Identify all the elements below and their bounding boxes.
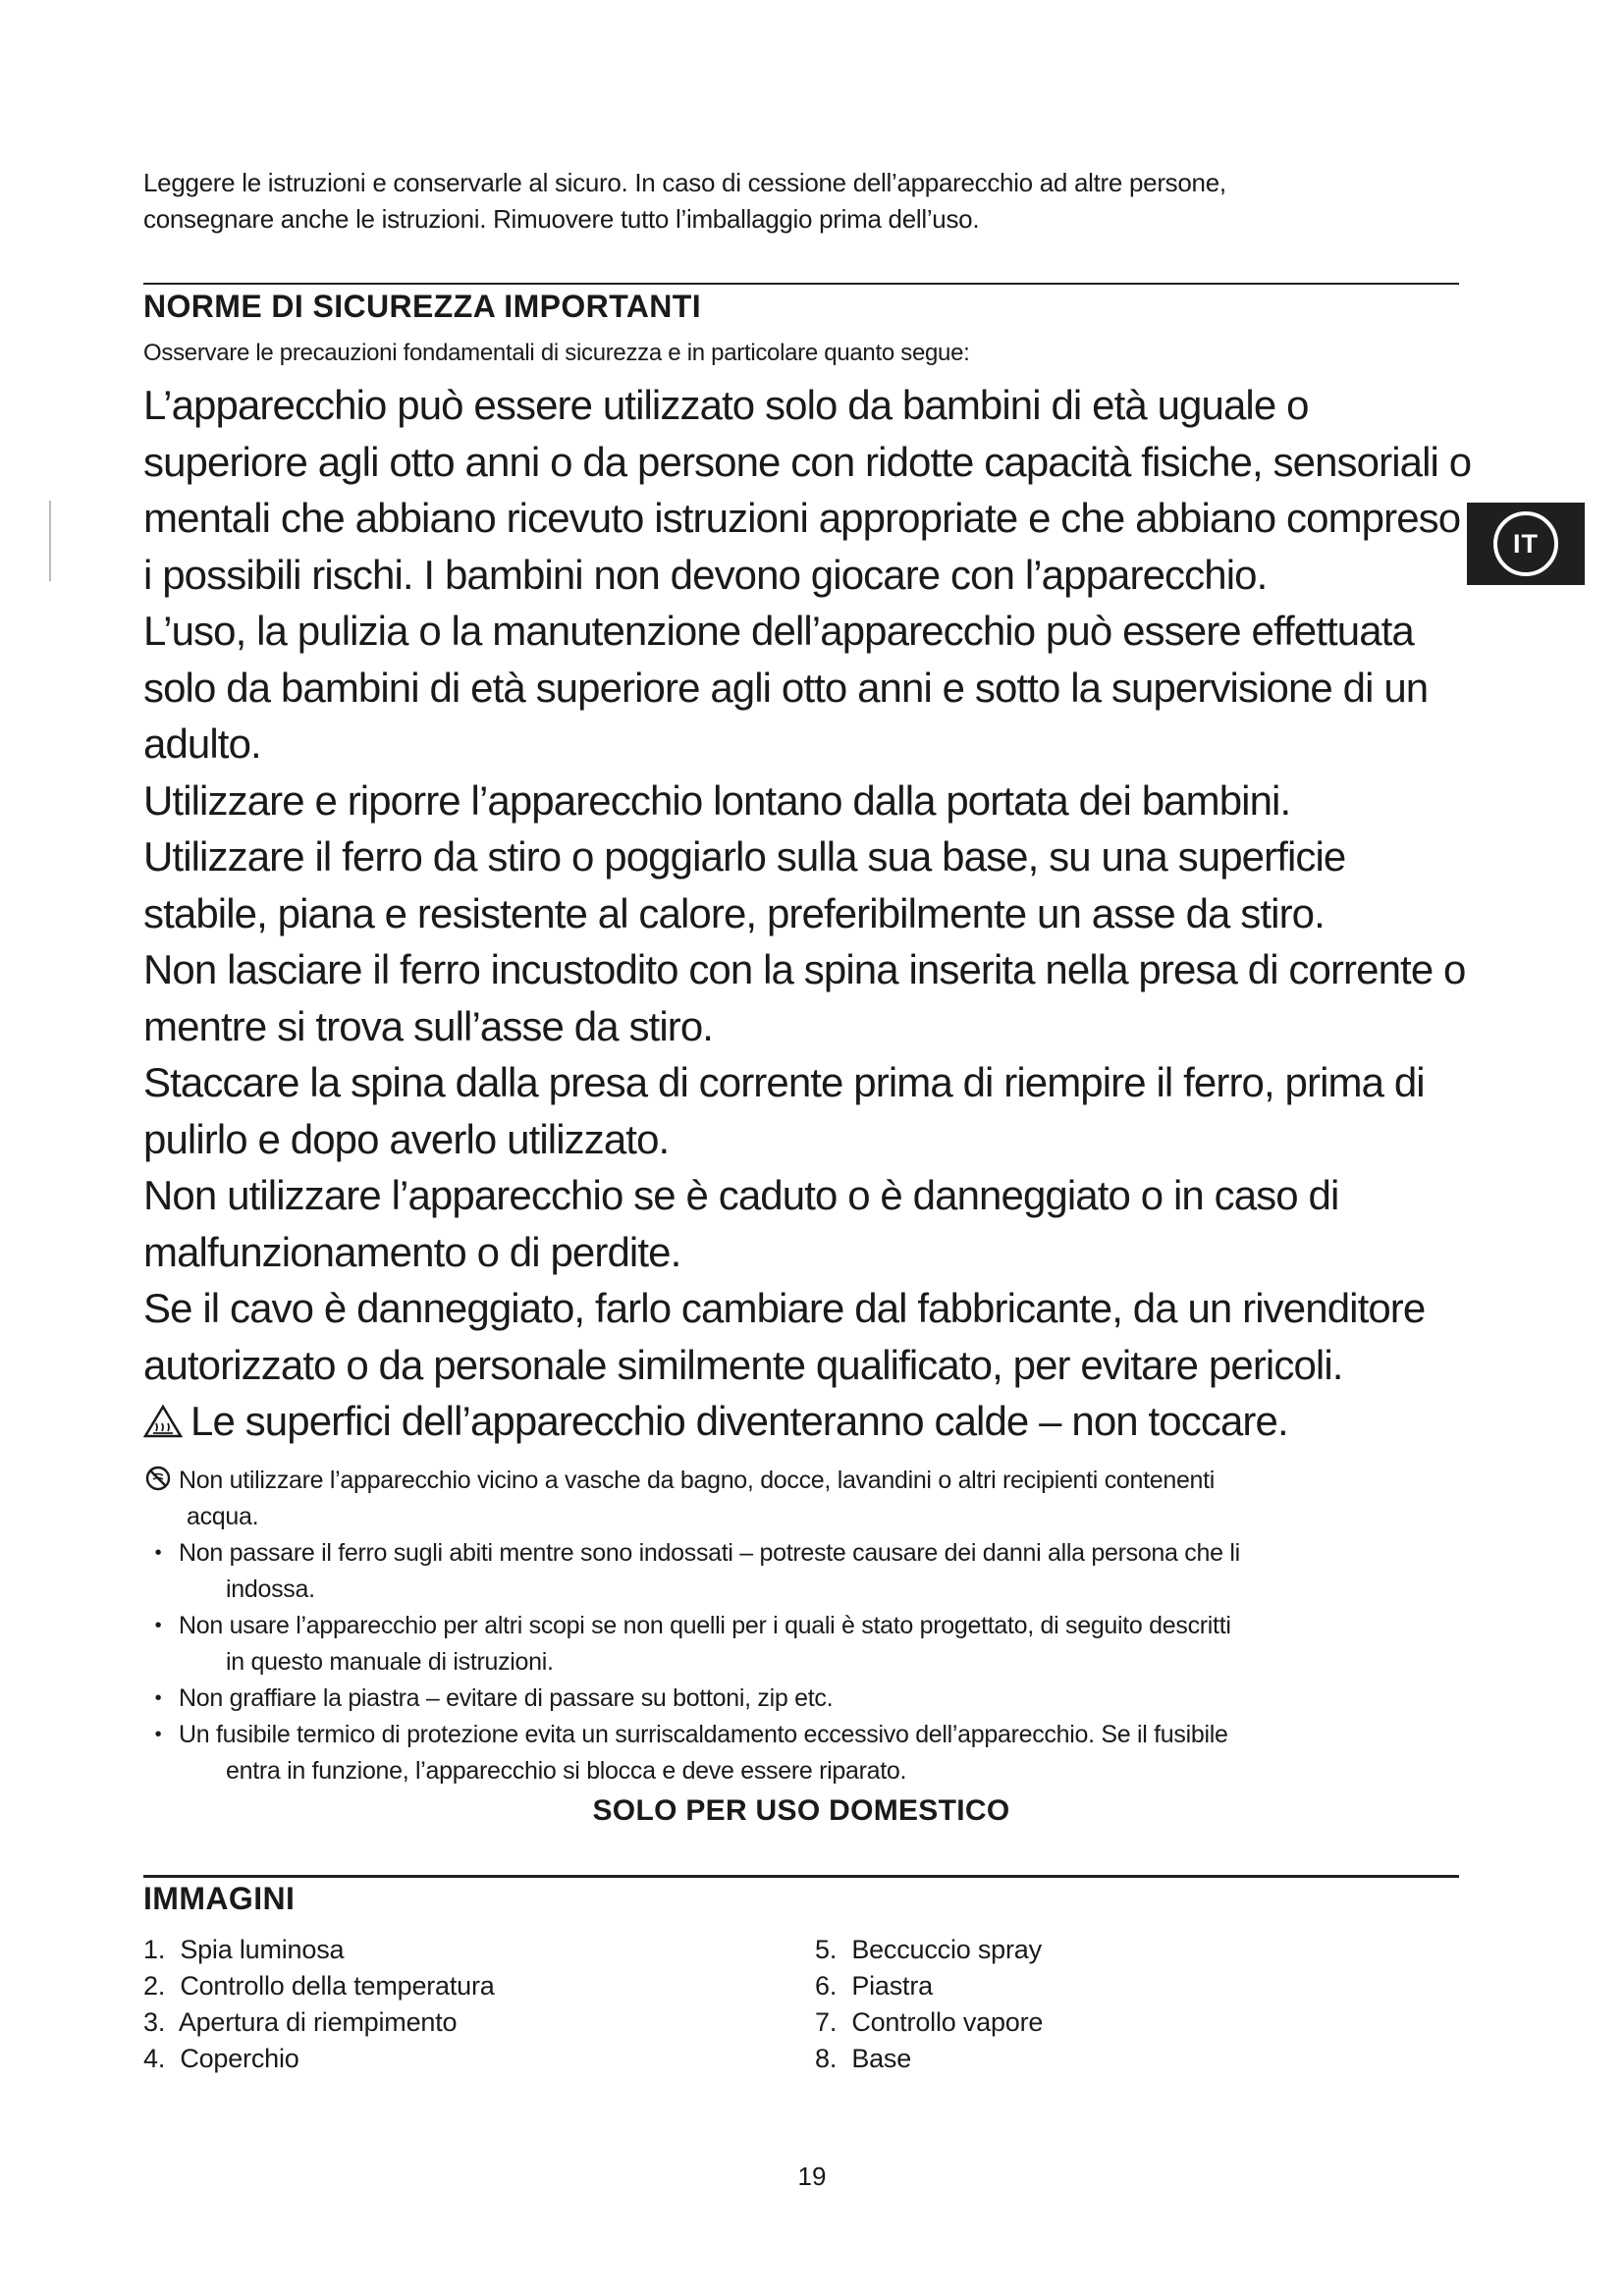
item-label: Beccuccio spray bbox=[851, 1935, 1042, 1964]
bullet-icon: • bbox=[154, 1724, 162, 1745]
list-item-text: entra in funzione, l’apparecchio si blocca e deve essere riparato. bbox=[226, 1757, 907, 1785]
language-tab bbox=[1467, 503, 1585, 585]
item-number: 2. bbox=[143, 1971, 166, 2001]
parts-list-right bbox=[815, 1932, 1043, 2077]
safety-paragraph: Staccare la spina dalla presa di corrente prima di riempire il ferro, prima di pulirlo e dopo averlo utilizzato. bbox=[143, 1059, 1425, 1162]
list-item bbox=[143, 2041, 495, 2077]
list-item bbox=[143, 1932, 495, 1968]
item-label: Spia luminosa bbox=[180, 1935, 345, 1964]
crop-mark bbox=[49, 501, 51, 581]
item-label: Coperchio bbox=[180, 2044, 299, 2073]
safety-paragraph: Non lasciare il ferro incustodito con la spina inserita nella presa di corrente o mentre si trova sull’asse da stiro. bbox=[143, 946, 1466, 1049]
domestic-use-note: SOLO PER USO DOMESTICO bbox=[592, 1794, 1010, 1827]
item-number: 6. bbox=[815, 1971, 838, 2001]
item-label: Controllo della temperatura bbox=[180, 1971, 495, 2001]
safety-heading: NORME DI SICUREZZA IMPORTANTI bbox=[143, 289, 702, 324]
item-label: Base bbox=[851, 2044, 912, 2073]
safety-paragraphs bbox=[143, 377, 1479, 1450]
intro-text bbox=[143, 165, 1439, 238]
safety-paragraph: Utilizzare e riporre l’apparecchio lontano dalla portata dei bambini. bbox=[143, 776, 1291, 824]
safety-subtitle: Osservare le precauzioni fondamentali di sicurezza e in particolare quanto segue: bbox=[143, 340, 970, 366]
safety-small-list bbox=[137, 1463, 1434, 1789]
item-label: Piastra bbox=[851, 1971, 933, 2001]
item-label: Apertura di riempimento bbox=[178, 2007, 458, 2037]
page-number: 19 bbox=[797, 2162, 827, 2191]
list-item-text: Non passare il ferro sugli abiti mentre sono indossati – potreste causare dei danni alla persona che li bbox=[179, 1539, 1240, 1567]
parts-list-left bbox=[143, 1932, 495, 2077]
intro-line: Leggere le istruzioni e conservarle al sicuro. In caso di cessione dell’apparecchio ad altre persone, bbox=[143, 168, 1226, 197]
no-water-prohibition-icon bbox=[137, 1463, 179, 1535]
hot-surface-warning bbox=[143, 1393, 1479, 1450]
item-number: 8. bbox=[815, 2044, 838, 2073]
list-item bbox=[815, 1968, 1043, 2004]
list-item bbox=[815, 1932, 1043, 1968]
item-number: 1. bbox=[143, 1935, 166, 1964]
list-item bbox=[143, 2004, 495, 2041]
list-item-text: indossa. bbox=[226, 1575, 315, 1603]
list-item-text: Non usare l’apparecchio per altri scopi se non quelli per i quali è stato progettato, di seguito descritti bbox=[179, 1612, 1231, 1639]
bullet-icon: • bbox=[154, 1542, 162, 1564]
list-item bbox=[137, 1717, 1434, 1789]
bullet-icon: • bbox=[154, 1615, 162, 1636]
safety-paragraph: Utilizzare il ferro da stiro o poggiarlo sulla sua base, su una superficie stabile, piana e resistente al calore, preferibilmente un asse da stiro. bbox=[143, 833, 1346, 936]
list-item bbox=[137, 1608, 1434, 1681]
list-item bbox=[143, 1968, 495, 2004]
list-item bbox=[815, 2004, 1043, 2041]
item-label: Controllo vapore bbox=[851, 2007, 1044, 2037]
safety-paragraph: Non utilizzare l’apparecchio se è caduto o è danneggiato o in caso di malfunzionamento o di perdite. bbox=[143, 1172, 1339, 1275]
list-item-text: Non graffiare la piastra – evitare di passare su bottoni, zip etc. bbox=[179, 1684, 834, 1712]
hot-surface-warning-icon bbox=[143, 1404, 183, 1439]
section-divider bbox=[143, 1875, 1459, 1878]
language-code: IT bbox=[1493, 511, 1558, 576]
safety-paragraph: Se il cavo è danneggiato, farlo cambiare dal fabbricante, da un rivenditore autorizzato o da personale similmente qualificato, per evitare pericoli. bbox=[143, 1285, 1426, 1388]
item-number: 7. bbox=[815, 2007, 838, 2037]
list-item bbox=[137, 1681, 1434, 1717]
images-heading: IMMAGINI bbox=[143, 1881, 296, 1916]
list-item bbox=[137, 1463, 1434, 1535]
item-number: 3. bbox=[143, 2007, 166, 2037]
list-item-text: Un fusibile termico di protezione evita un surriscaldamento eccessivo dell’apparecchio. Se il fusibile bbox=[179, 1721, 1228, 1748]
safety-paragraph: L’uso, la pulizia o la manutenzione dell’apparecchio può essere effettuata solo da bambini di età superiore agli otto anni e sotto la supervisione di un adulto. bbox=[143, 608, 1429, 767]
list-item-text: in questo manuale di istruzioni. bbox=[226, 1648, 554, 1676]
bullet-icon: • bbox=[154, 1687, 162, 1709]
hot-surface-warning-text: Le superfici dell’apparecchio diventeranno calde – non toccare. bbox=[190, 1398, 1288, 1444]
list-item bbox=[815, 2041, 1043, 2077]
item-number: 5. bbox=[815, 1935, 838, 1964]
intro-line: consegnare anche le istruzioni. Rimuovere tutto l’imballaggio prima dell’uso. bbox=[143, 204, 980, 234]
safety-paragraph: L’apparecchio può essere utilizzato solo da bambini di età uguale o superiore agli otto anni o da persone con ridotte capacità fisiche, sensoriali o mentali che abbiano ricevuto istruzioni appropriate e che abbiano compreso i possibili rischi. I bambini non devono giocare con l’apparecchio. bbox=[143, 382, 1472, 598]
item-number: 4. bbox=[143, 2044, 166, 2073]
list-item-text: Non utilizzare l’apparecchio vicino a vasche da bagno, docce, lavandini o altri recipienti contenenti bbox=[179, 1467, 1216, 1494]
list-item bbox=[137, 1535, 1434, 1608]
list-item-text: acqua. bbox=[187, 1503, 259, 1530]
section-divider bbox=[143, 283, 1459, 285]
